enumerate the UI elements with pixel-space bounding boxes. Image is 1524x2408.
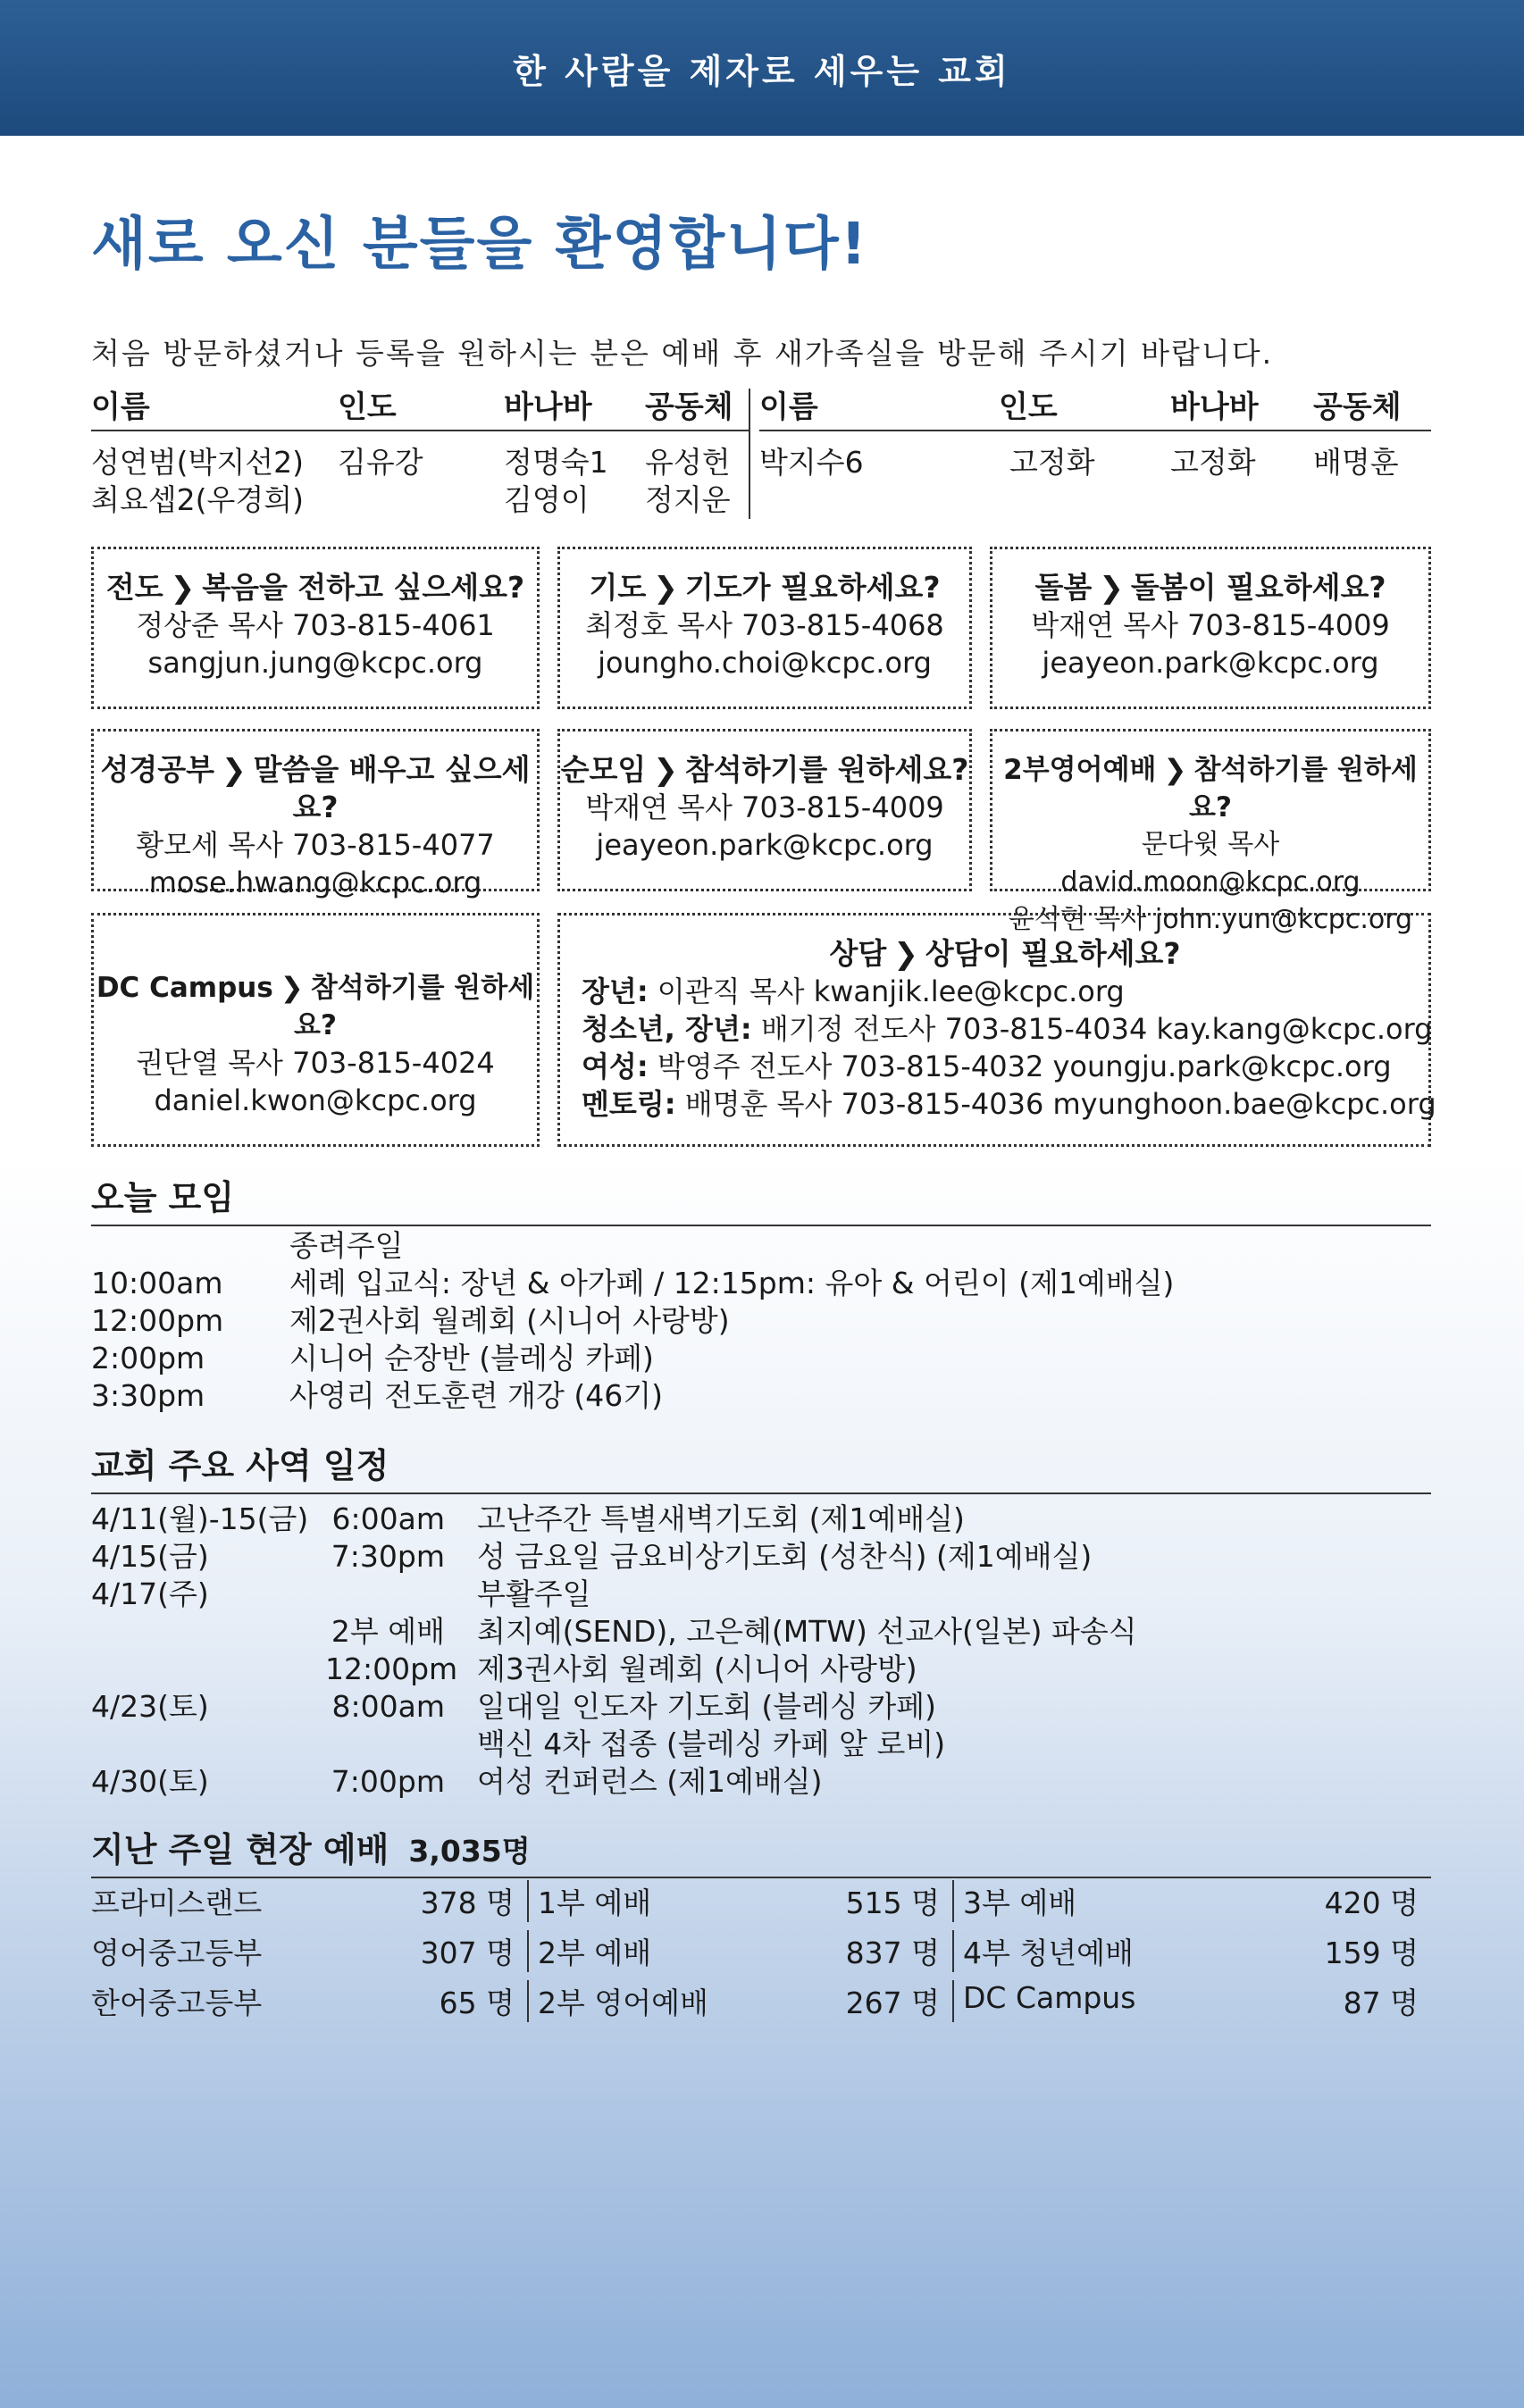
meeting-time: 10:00am	[91, 1266, 223, 1300]
meeting-event: 사영리 전도훈련 개강 (46기)	[289, 1378, 663, 1413]
attendance-table	[91, 1876, 1431, 2026]
schedule-time: 12:00pm	[325, 1651, 458, 1686]
meeting-row	[91, 1265, 1431, 1302]
meeting-time: 2:00pm	[91, 1341, 205, 1375]
attendance-title-row	[91, 1822, 1431, 1878]
header-barnabas: 바나바	[1170, 389, 1259, 425]
attendance-cell: 1부 예배 515 명	[527, 1880, 952, 1922]
member-row	[91, 481, 749, 519]
box-heading: 기도 ❯ 기도가 필요하세요?	[589, 570, 941, 605]
attendance-cell: 프라미스랜드 378 명	[91, 1885, 515, 1920]
members-header-left	[91, 389, 749, 431]
schedule-row	[91, 1688, 1431, 1726]
member-community: 배명훈	[1313, 445, 1399, 480]
member-row	[91, 444, 749, 481]
schedule-row	[91, 1651, 1431, 1688]
schedule-time: 6:00am	[331, 1501, 445, 1536]
today-title: 오늘 모임	[91, 1170, 1431, 1226]
header-guide: 인도	[999, 389, 1058, 425]
schedule-list	[91, 1501, 1431, 1801]
schedule-row	[91, 1613, 1431, 1651]
meeting-event: 세례 입교식: 장년 & 아가페 / 12:15pm: 유아 & 어린이 (제1예배실)	[289, 1266, 1175, 1300]
attendance-cell: 4부 청년예배 159 명	[952, 1930, 1431, 1972]
members-header-right	[759, 389, 1431, 431]
header-name: 이름	[91, 389, 150, 425]
contact-email: mose.hwang@kcpc.org	[148, 865, 482, 899]
schedule-event: 여성 컨퍼런스 (제1예배실)	[477, 1764, 823, 1799]
schedule-event: 고난주간 특별새벽기도회 (제1예배실)	[477, 1501, 965, 1536]
schedule-time: 7:00pm	[331, 1764, 445, 1799]
counseling-row: 청소년, 장년: 배기정 전도사 703-815-4034 kay.kang@kcpc.org	[582, 1012, 1433, 1046]
member-name: 성연범(박지선2)	[91, 445, 305, 480]
schedule-date: 4/30(토)	[91, 1764, 209, 1799]
contact-line: 윤석현 목사 john.yun@kcpc.org	[1008, 904, 1413, 935]
counseling-row: 장년: 이관직 목사 kwanjik.lee@kcpc.org	[582, 974, 1125, 1008]
schedule-row	[91, 1763, 1431, 1801]
attendance-title: 지난 주일 현장 예배	[91, 1830, 389, 1869]
member-name: 최요셉2(우경희)	[91, 482, 305, 517]
contact-line: 최정호 목사 703-815-4068	[585, 608, 944, 642]
english-service-box	[990, 729, 1431, 935]
box-heading: 성경공부 ❯ 말씀을 배우고 싶으세요?	[100, 752, 531, 824]
contact-line: 박재연 목사 703-815-4009	[1031, 608, 1390, 642]
contact-line: 권단열 목사 703-815-4024	[136, 1046, 495, 1080]
attendance-total: 3,035명	[408, 1834, 531, 1869]
schedule-event: 성 금요일 금요비상기도회 (성찬식) (제1예배실)	[477, 1539, 1093, 1574]
chevron-right-icon: ❯	[221, 752, 247, 787]
schedule-date: 4/11(월)-15(금)	[91, 1501, 309, 1536]
meeting-time: 3:30pm	[91, 1378, 205, 1413]
schedule-row	[91, 1726, 1431, 1763]
schedule-date: 4/23(토)	[91, 1689, 209, 1724]
dc-campus-box	[91, 913, 540, 1147]
top-banner	[0, 0, 1524, 136]
welcome-title: 새로 오신 분들을 환영합니다!	[91, 212, 868, 278]
attendance-cell: 3부 예배 420 명	[952, 1880, 1431, 1922]
attendance-row	[91, 1976, 1431, 2026]
meeting-event: 종려주일	[289, 1228, 404, 1263]
box-heading: 순모임 ❯ 참석하기를 원하세요?	[560, 752, 969, 787]
schedule-row	[91, 1501, 1431, 1538]
schedule-time: 2부 예배	[331, 1614, 445, 1649]
box-heading: 상담 ❯ 상담이 필요하세요?	[829, 936, 1181, 971]
member-name: 박지수6	[759, 445, 864, 480]
box-heading: DC Campus ❯ 참석하기를 원하세요?	[94, 969, 537, 1044]
header-name: 이름	[759, 389, 818, 425]
header-community: 공동체	[1313, 389, 1402, 425]
schedule-title: 교회 주요 사역 일정	[91, 1438, 1431, 1494]
schedule-row	[91, 1538, 1431, 1576]
contact-line: 황모세 목사 703-815-4077	[136, 828, 495, 862]
attendance-cell: 한어중고등부 65 명	[91, 1985, 515, 2020]
attendance-row	[91, 1926, 1431, 1976]
meeting-time: 12:00pm	[91, 1303, 224, 1338]
schedule-event: 백신 4차 접종 (블레싱 카페 앞 로비)	[477, 1727, 946, 1761]
member-row	[759, 444, 1431, 481]
members-left-half	[91, 389, 750, 519]
schedule-event: 제3권사회 월례회 (시니어 사랑방)	[477, 1651, 917, 1686]
box-heading: 2부영어예배 ❯ 참석하기를 원하세요?	[992, 751, 1428, 826]
welcome-intro: 처음 방문하셨거나 등록을 원하시는 분은 예배 후 새가족실을 방문해 주시기 바랍니다.	[91, 336, 1274, 371]
schedule-event: 일대일 인도자 기도회 (블레싱 카페)	[477, 1689, 936, 1724]
care-box	[990, 547, 1431, 709]
welcome-section	[91, 136, 1431, 519]
member-guide: 김유강	[338, 445, 423, 480]
contact-email: daniel.kwon@kcpc.org	[154, 1083, 477, 1117]
schedule-time: 7:30pm	[331, 1539, 445, 1574]
chevron-right-icon: ❯	[280, 972, 304, 1004]
schedule-row	[91, 1576, 1431, 1613]
member-barnabas: 고정화	[1170, 445, 1256, 480]
chevron-right-icon: ❯	[653, 752, 678, 787]
schedule-date	[91, 1613, 325, 1651]
member-barnabas: 김영이	[504, 482, 590, 517]
church-slogan: 한 사람을 제자로 세우는 교회	[513, 51, 1011, 91]
meeting-row	[91, 1227, 1431, 1265]
prayer-box	[557, 547, 972, 709]
contact-email: joungho.choi@kcpc.org	[598, 646, 932, 680]
schedule-date	[91, 1726, 325, 1763]
member-barnabas: 정명숙1	[504, 445, 608, 480]
counseling-row: 멘토링: 배명훈 목사 703-815-4036 myunghoon.bae@kcpc.org	[582, 1087, 1436, 1121]
schedule-event: 최지예(SEND), 고은혜(MTW) 선교사(일본) 파송식	[477, 1614, 1137, 1649]
meeting-event: 제2권사회 월례회 (시니어 사랑방)	[289, 1303, 730, 1338]
counseling-row: 여성: 박영주 전도사 703-815-4032 youngju.park@kcpc.org	[582, 1049, 1392, 1083]
bible-study-box	[91, 729, 540, 899]
chevron-right-icon: ❯	[1163, 754, 1187, 786]
member-community: 정지운	[645, 482, 731, 517]
counseling-box	[557, 913, 1436, 1147]
attendance-cell: 영어중고등부 307 명	[91, 1935, 515, 1970]
today-list	[91, 1227, 1431, 1415]
meeting-row	[91, 1340, 1431, 1377]
members-right-half	[750, 389, 1431, 519]
chevron-right-icon: ❯	[893, 936, 918, 971]
contact-line: 문다윗 목사 david.moon@kcpc.org	[1060, 829, 1361, 898]
attendance-cell: DC Campus 87 명	[952, 1980, 1431, 2022]
schedule-time: 8:00am	[331, 1689, 445, 1724]
attendance-cell: 2부 예배 837 명	[527, 1930, 952, 1972]
chevron-right-icon: ❯	[170, 570, 196, 605]
contact-email: jeayeon.park@kcpc.org	[1042, 646, 1379, 680]
box-heading: 돌봄 ❯ 돌봄이 필요하세요?	[1034, 570, 1386, 605]
evangelism-box	[91, 547, 540, 709]
schedule-date: 4/15(금)	[91, 1539, 209, 1574]
meeting-row	[91, 1377, 1431, 1415]
box-heading: 전도 ❯ 복음을 전하고 싶으세요?	[105, 570, 525, 605]
attendance-cell: 2부 영어예배 267 명	[527, 1980, 952, 2022]
new-members-table	[91, 389, 1431, 519]
meeting-time	[91, 1227, 289, 1265]
contact-line: 정상준 목사 703-815-4061	[136, 608, 495, 642]
chevron-right-icon: ❯	[1099, 570, 1124, 605]
header-guide: 인도	[338, 389, 397, 425]
member-guide: 고정화	[1009, 445, 1095, 480]
member-guide	[338, 481, 504, 519]
cell-group-box	[557, 729, 972, 891]
attendance-row	[91, 1876, 1431, 1926]
schedule-time	[325, 1576, 477, 1613]
header-barnabas: 바나바	[504, 389, 592, 425]
meeting-row	[91, 1302, 1431, 1340]
contact-line: 박재연 목사 703-815-4009	[585, 790, 944, 824]
meeting-event: 시니어 순장반 (블레싱 카페)	[289, 1341, 654, 1375]
schedule-date: 4/17(주)	[91, 1576, 209, 1611]
contact-email: jeayeon.park@kcpc.org	[596, 828, 934, 862]
contact-email: sangjun.jung@kcpc.org	[147, 646, 483, 680]
header-community: 공동체	[645, 389, 733, 425]
member-community: 유성헌	[645, 445, 731, 480]
schedule-event: 부활주일	[477, 1576, 591, 1611]
schedule-time	[325, 1726, 477, 1763]
schedule-date	[91, 1651, 325, 1688]
chevron-right-icon: ❯	[653, 570, 678, 605]
